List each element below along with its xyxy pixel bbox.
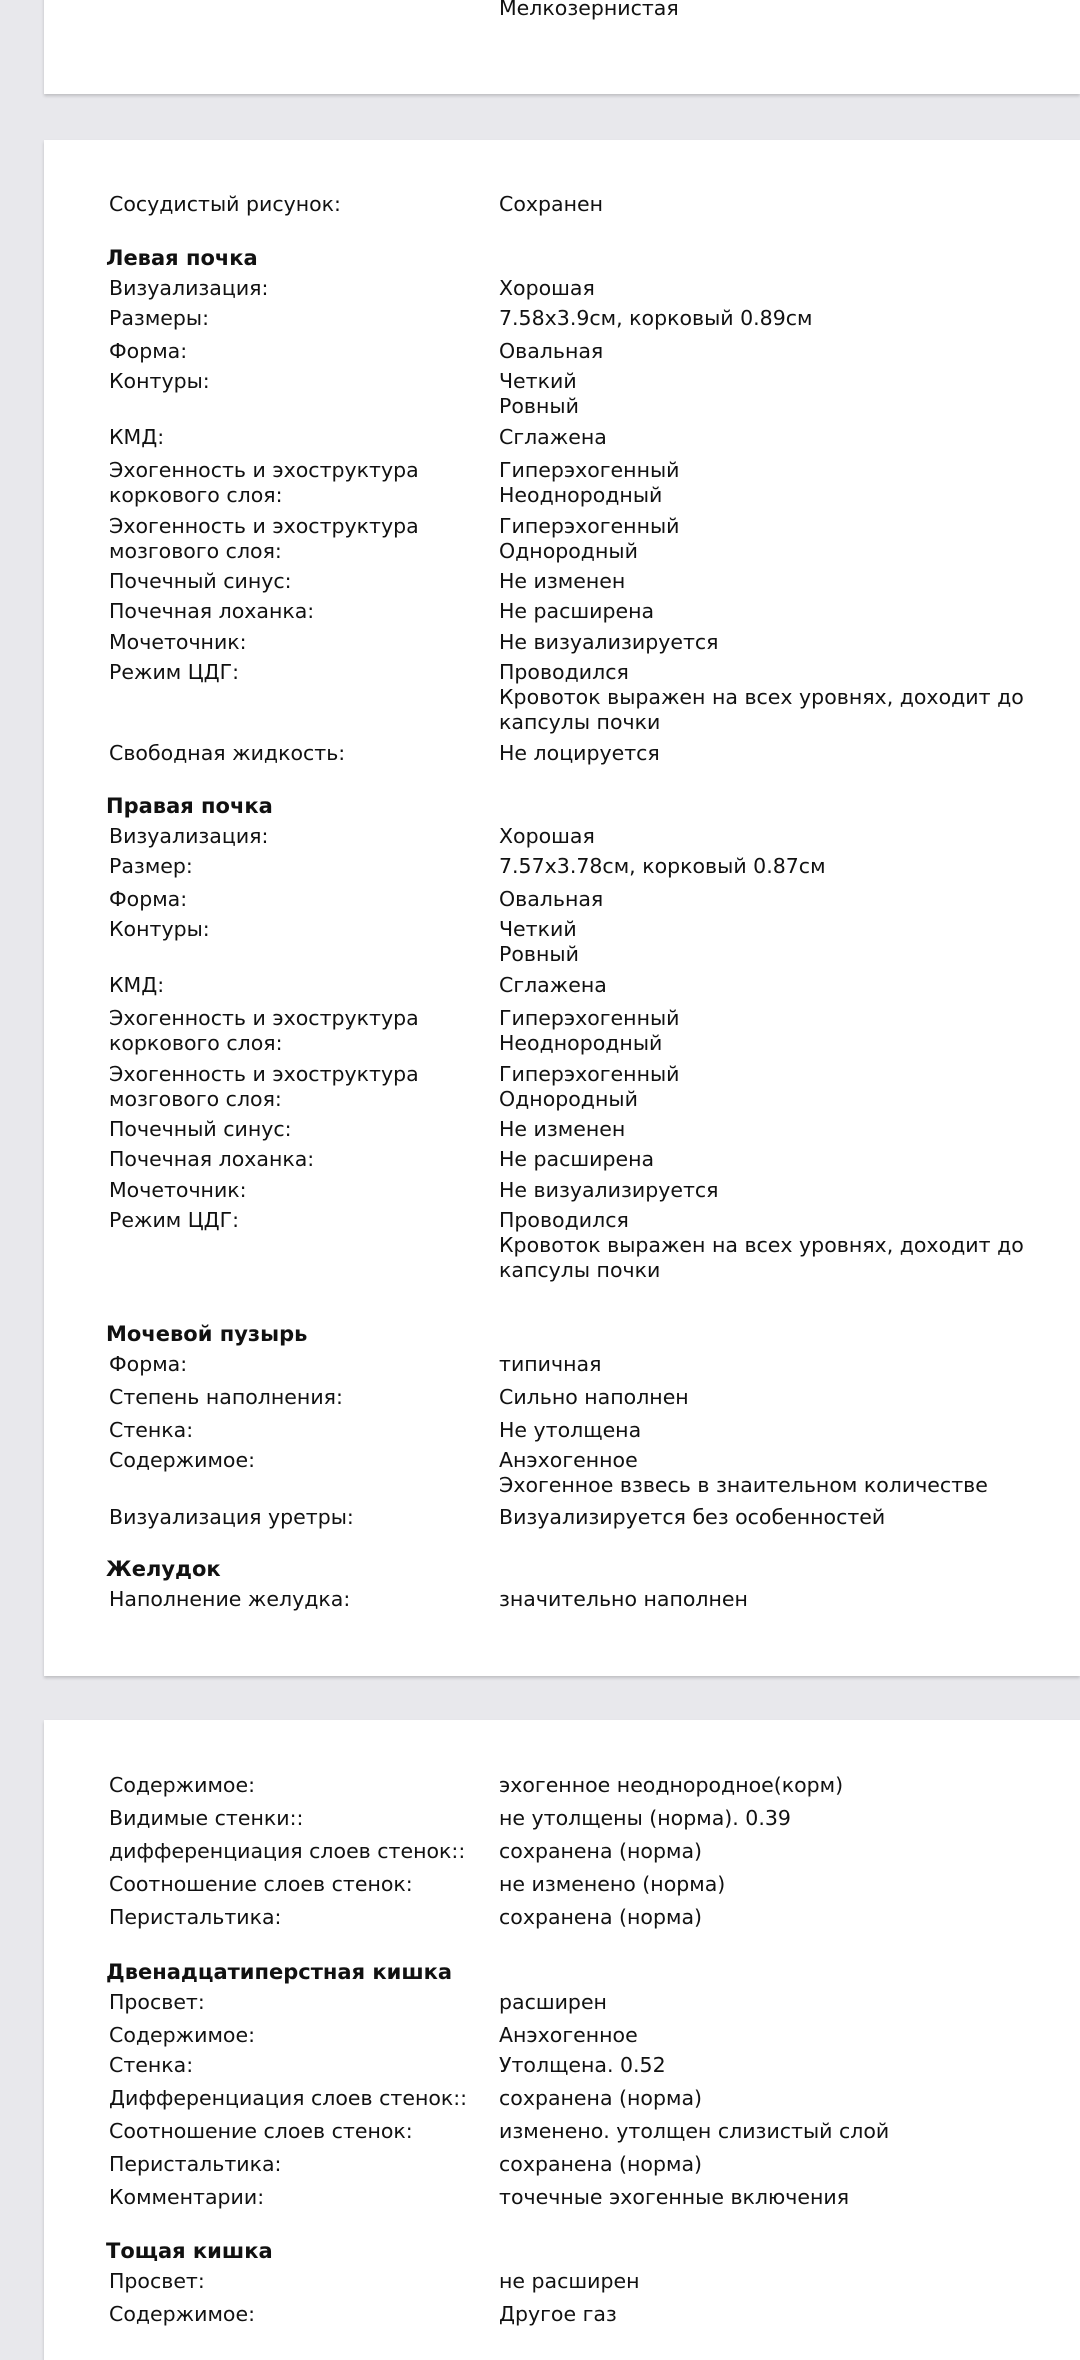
row-value: расширен: [499, 1990, 607, 2014]
row-value: Не визуализируется: [499, 630, 719, 654]
row-value: Овальная: [499, 339, 604, 363]
row-label: Содержимое:: [109, 1773, 255, 1797]
row-value: Не изменен: [499, 1117, 626, 1141]
row-value: Не визуализируется: [499, 1178, 719, 1202]
value-line: Однородный: [499, 539, 638, 563]
value-line: Анэхогенное: [499, 1448, 638, 1472]
value-line: Гиперэхогенный: [499, 514, 680, 538]
section-title-duodenum: Двенадцатиперстная кишка: [106, 1960, 453, 1984]
row-label: Форма:: [109, 887, 188, 911]
value-line: капсулы почки: [499, 1258, 661, 1282]
row-label: Почечный синус:: [109, 569, 292, 593]
row-value: Не лоцируется: [499, 741, 660, 765]
row-value: 7.58x3.9см, корковый 0.89см: [499, 306, 813, 330]
value-line: Кровоток выражен на всех уровнях, доходит до: [499, 1233, 1024, 1257]
row-label: Форма:: [109, 339, 188, 363]
report-page-1: [44, 0, 1080, 94]
value-line: Неоднородный: [499, 483, 663, 507]
row-label: Визуализация:: [109, 276, 269, 300]
row-label: [109, 514, 489, 564]
row-label: Сосудистый рисунок:: [109, 192, 341, 216]
row-value: [499, 1062, 1079, 1112]
row-label: КМД:: [109, 973, 165, 997]
value-line: Гиперэхогенный: [499, 458, 680, 482]
row-label: Стенка:: [109, 2053, 194, 2077]
row-value: Сильно наполнен: [499, 1385, 689, 1409]
label-line: Эхогенность и эхоструктура: [109, 514, 419, 538]
value-line: Четкий: [499, 369, 577, 393]
row-value: [499, 514, 1079, 564]
section-title-bladder: Мочевой пузырь: [106, 1322, 308, 1346]
row-value: Другое газ: [499, 2302, 617, 2326]
row-label: Мочеточник:: [109, 1178, 247, 1202]
row-value: не расширен: [499, 2269, 640, 2293]
row-label: Визуализация уретры:: [109, 1505, 354, 1529]
row-label: Свободная жидкость:: [109, 741, 346, 765]
row-label: Содержимое:: [109, 2302, 255, 2326]
row-label: Просвет:: [109, 1990, 205, 2014]
value-line: Эхогенное взвесь в знаительном количестве: [499, 1473, 988, 1497]
label-line: Эхогенность и эхоструктура: [109, 1062, 419, 1086]
row-value: значительно наполнен: [499, 1587, 748, 1611]
row-value: не утолщены (норма). 0.39: [499, 1806, 791, 1830]
row-value: изменено. утолщен слизистый слой: [499, 2119, 890, 2143]
row-label: Дифференциация слоев стенок::: [109, 2086, 468, 2110]
row-value: Сглажена: [499, 973, 607, 997]
row-label: Перистальтика:: [109, 2152, 282, 2176]
row-value: [499, 1006, 1079, 1056]
row-label: Перистальтика:: [109, 1905, 282, 1929]
value-line: Кровоток выражен на всех уровнях, доходит до: [499, 685, 1024, 709]
row-value: сохранена (норма): [499, 2152, 702, 2176]
row-value: Не изменен: [499, 569, 626, 593]
row-value: Анэхогенное: [499, 2023, 638, 2047]
row-value: сохранена (норма): [499, 2086, 702, 2110]
value-line: Гиперэхогенный: [499, 1062, 680, 1086]
row-label: Соотношение слоев стенок:: [109, 1872, 413, 1896]
row-label: Контуры:: [109, 917, 210, 941]
row-value: точечные эхогенные включения: [499, 2185, 850, 2209]
row-label: Стенка:: [109, 1418, 194, 1442]
row-label: Соотношение слоев стенок:: [109, 2119, 413, 2143]
row-label: дифференциация слоев стенок::: [109, 1839, 466, 1863]
row-value: Не расширена: [499, 1147, 655, 1171]
row-label: [109, 1062, 489, 1112]
row-label: Почечная лоханка:: [109, 599, 315, 623]
row-value: Сохранен: [499, 192, 603, 216]
label-line: коркового слоя:: [109, 1031, 283, 1055]
row-label: Режим ЦДГ:: [109, 660, 240, 684]
row-value: сохранена (норма): [499, 1839, 702, 1863]
value-line: Ровный: [499, 942, 579, 966]
value-line: Ровный: [499, 394, 579, 418]
report-page-2: [44, 140, 1080, 1676]
row-label: [109, 1006, 489, 1056]
row-value: [499, 1448, 1079, 1498]
value-line: Однородный: [499, 1087, 638, 1111]
value-line: капсулы почки: [499, 710, 661, 734]
row-value: Утолщена. 0.52: [499, 2053, 666, 2077]
value-line: Четкий: [499, 917, 577, 941]
value-line: Проводился: [499, 660, 629, 684]
row-value: Не утолщена: [499, 1418, 642, 1442]
row-value: 7.57x3.78см, корковый 0.87см: [499, 854, 826, 878]
row-label: Мочеточник:: [109, 630, 247, 654]
row-label: Почечная лоханка:: [109, 1147, 315, 1171]
row-value: Не расширена: [499, 599, 655, 623]
row-value: [499, 660, 1079, 735]
row-value: Сглажена: [499, 425, 607, 449]
section-title-stomach: Желудок: [106, 1557, 221, 1581]
row-label: Содержимое:: [109, 1448, 255, 1472]
label-line: мозгового слоя:: [109, 1087, 282, 1111]
row-value: эхогенное неоднородное(корм): [499, 1773, 844, 1797]
row-label: Размер:: [109, 854, 193, 878]
row-label: Контуры:: [109, 369, 210, 393]
value-line: Гиперэхогенный: [499, 1006, 680, 1030]
label-line: Эхогенность и эхоструктура: [109, 458, 419, 482]
row-label: Почечный синус:: [109, 1117, 292, 1141]
section-title-jejunum: Тощая кишка: [106, 2239, 273, 2263]
row-value: типичная: [499, 1352, 602, 1376]
row-label: [109, 458, 489, 508]
row-label: Визуализация:: [109, 824, 269, 848]
row-value: Мелкозернистая: [499, 0, 679, 20]
row-label: Содержимое:: [109, 2023, 255, 2047]
row-label: Видимые стенки::: [109, 1806, 304, 1830]
row-label: Режим ЦДГ:: [109, 1208, 240, 1232]
label-line: коркового слоя:: [109, 483, 283, 507]
row-value: Визуализируется без особенностей: [499, 1505, 886, 1529]
row-value: не изменено (норма): [499, 1872, 726, 1896]
label-line: мозгового слоя:: [109, 539, 282, 563]
section-title-right-kidney: Правая почка: [106, 794, 273, 818]
row-label: Форма:: [109, 1352, 188, 1376]
value-line: Неоднородный: [499, 1031, 663, 1055]
label-line: Эхогенность и эхоструктура: [109, 1006, 419, 1030]
report-page-3: [44, 1720, 1080, 2360]
row-value: сохранена (норма): [499, 1905, 702, 1929]
row-label: КМД:: [109, 425, 165, 449]
row-value: Овальная: [499, 887, 604, 911]
row-value: Хорошая: [499, 824, 595, 848]
section-title-left-kidney: Левая почка: [106, 246, 258, 270]
row-value: [499, 917, 1079, 967]
row-label: Степень наполнения:: [109, 1385, 343, 1409]
row-value: [499, 1208, 1079, 1283]
row-value: Хорошая: [499, 276, 595, 300]
row-value: [499, 458, 1079, 508]
row-label: Просвет:: [109, 2269, 205, 2293]
row-value: [499, 369, 1079, 419]
row-label: Наполнение желудка:: [109, 1587, 351, 1611]
row-label: Размеры:: [109, 306, 210, 330]
row-label: Комментарии:: [109, 2185, 265, 2209]
value-line: Проводился: [499, 1208, 629, 1232]
